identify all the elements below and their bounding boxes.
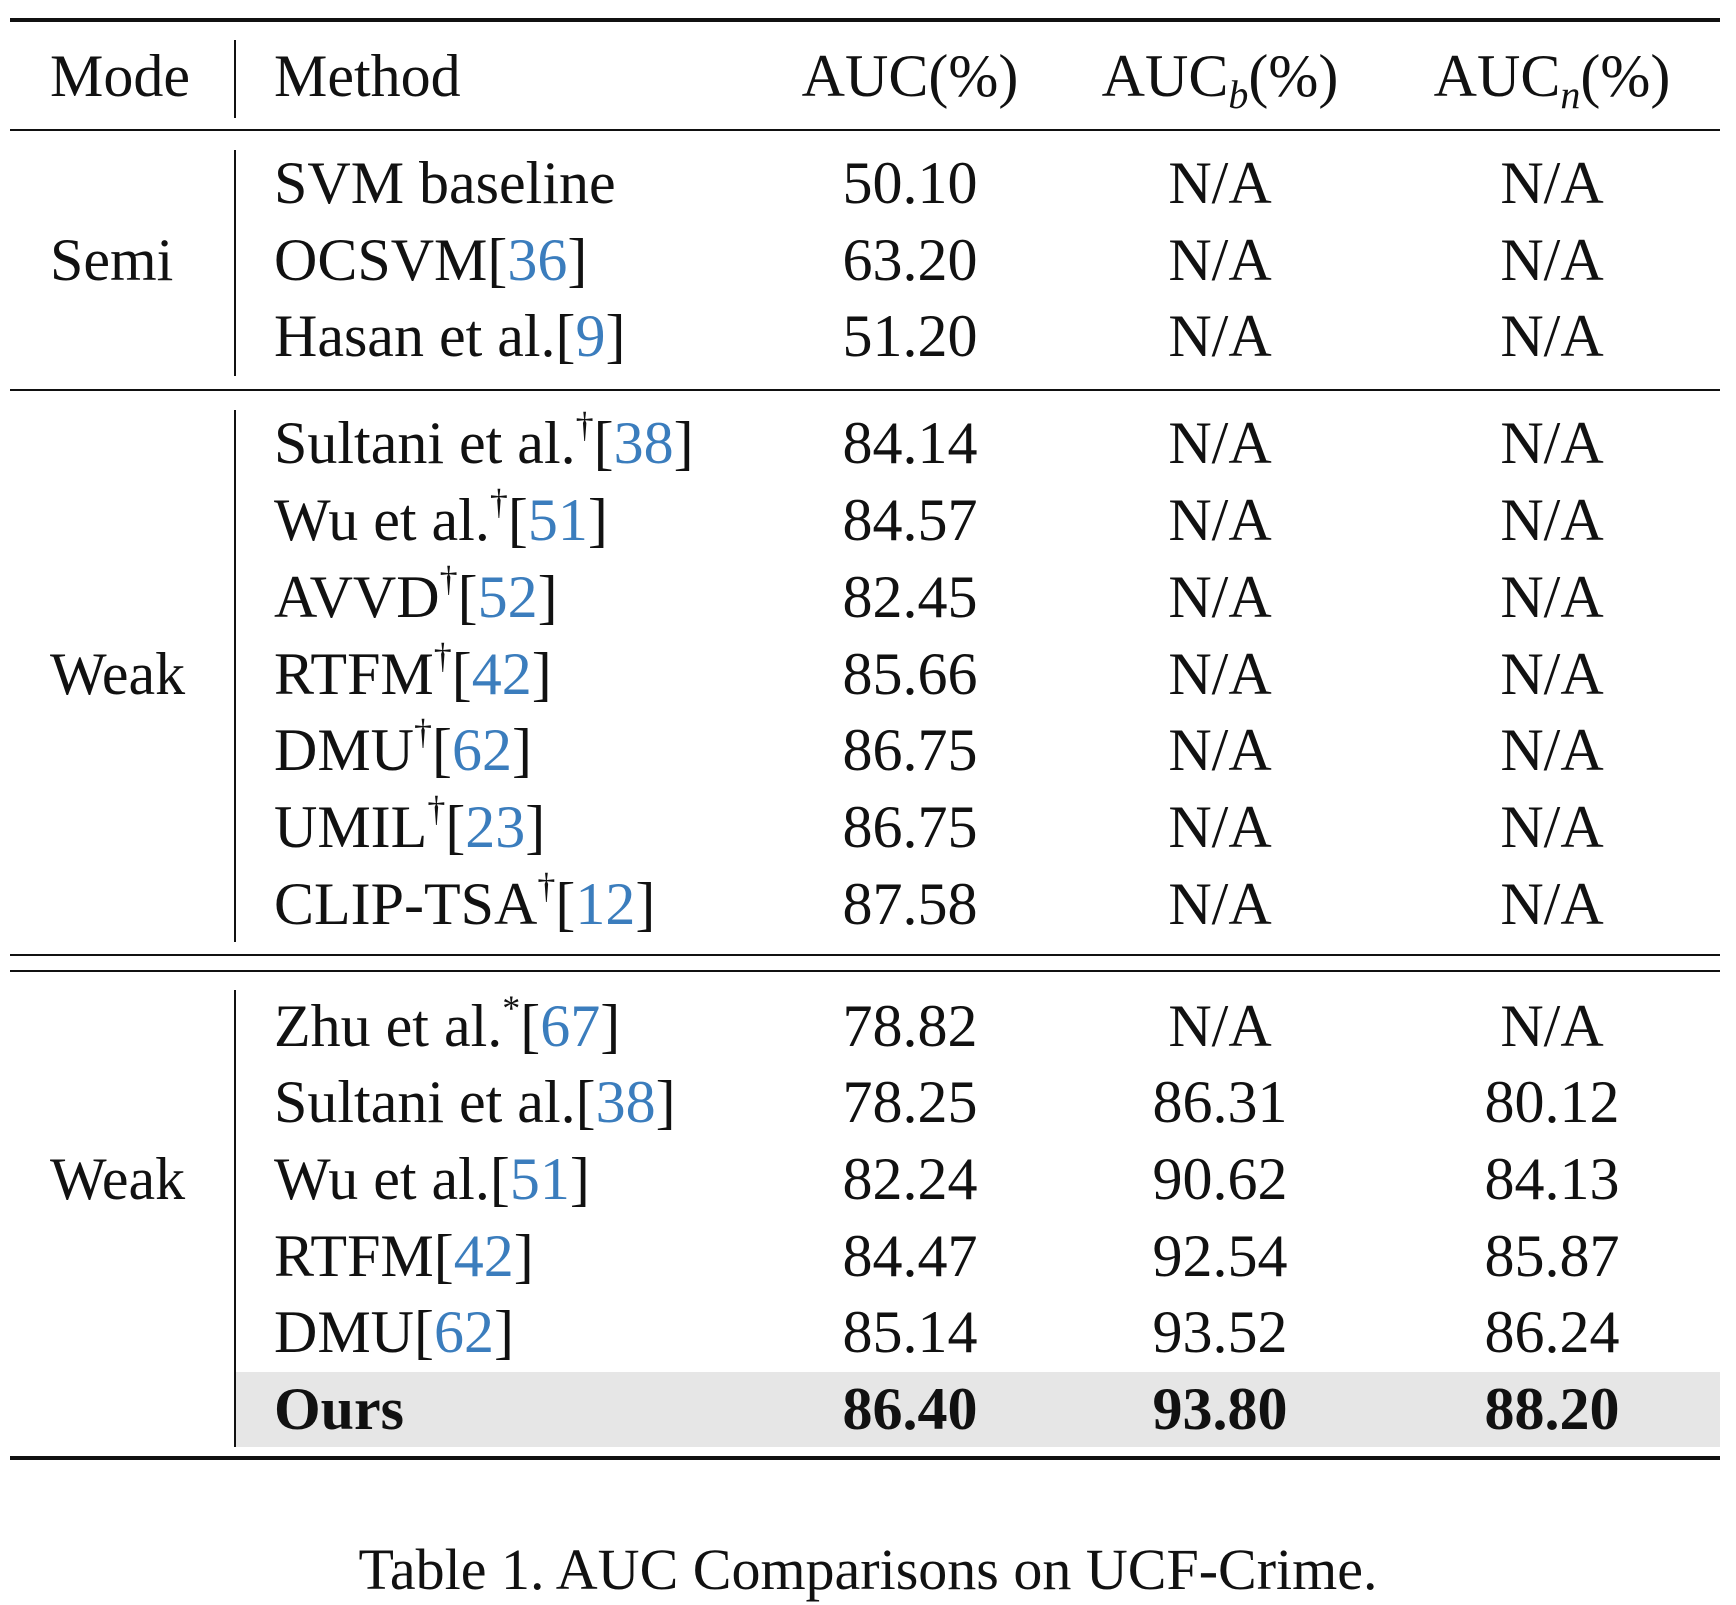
header-auc-b-suffix: (%): [1248, 43, 1339, 109]
auc-b-cell: N/A: [1168, 871, 1272, 937]
citation-link[interactable]: 51: [509, 1146, 570, 1212]
auc-b-cell: N/A: [1168, 227, 1272, 293]
asterisk-mark: *: [502, 988, 521, 1028]
auc-b-cell: N/A: [1168, 564, 1272, 630]
header-rule: [10, 129, 1720, 131]
citation-link[interactable]: 38: [613, 410, 674, 476]
auc-n-cell: N/A: [1500, 227, 1604, 293]
method-cell: OCSVM[36]: [274, 227, 588, 293]
method-cell: UMIL†[23]: [274, 789, 546, 860]
double-rule-bottom: [10, 970, 1720, 972]
citation-link[interactable]: 36: [507, 227, 568, 293]
header-auc-b-subscript: b: [1228, 72, 1249, 117]
method-cell: DMU[62]: [274, 1299, 514, 1365]
method-name: UMIL: [274, 794, 428, 860]
auc-n-cell: N/A: [1500, 487, 1604, 553]
method-cell: Hasan et al.[9]: [274, 303, 626, 369]
auc-n-cell: N/A: [1500, 993, 1604, 1059]
method-name: RTFM: [274, 641, 434, 707]
auc-cell: 82.24: [842, 1146, 978, 1212]
bottom-rule: [10, 1456, 1720, 1460]
auc-cell: 50.10: [842, 150, 978, 216]
method-cell: Sultani et al.[38]: [274, 1069, 676, 1135]
method-cell: RTFM†[42]: [274, 636, 552, 707]
ours-auc: 86.40: [842, 1376, 978, 1442]
citation-link[interactable]: 38: [595, 1069, 656, 1135]
method-cell: AVVD†[52]: [274, 559, 558, 630]
method-cell: Zhu et al.*[67]: [274, 988, 621, 1059]
auc-cell: 87.58: [842, 871, 978, 937]
method-name: RTFM: [274, 1223, 434, 1289]
method-cell: Sultani et al.†[38]: [274, 405, 694, 476]
header-auc: [760, 38, 1060, 114]
auc-n-cell: N/A: [1500, 150, 1604, 216]
table-caption: Table 1. AUC Comparisons on UCF-Crime.: [358, 1537, 1378, 1602]
auc-cell: 78.25: [842, 1069, 978, 1135]
auc-cell: 86.75: [842, 794, 978, 860]
auc-b-cell: N/A: [1168, 717, 1272, 783]
auc-n-cell: N/A: [1500, 410, 1604, 476]
dagger-mark: †: [427, 789, 446, 829]
method-name: Sultani et al.: [274, 410, 576, 476]
citation-link[interactable]: 67: [540, 993, 601, 1059]
group-rule: [10, 389, 1720, 391]
auc-cell: 51.20: [842, 303, 978, 369]
citation-link[interactable]: 9: [575, 303, 606, 369]
method-cell: Wu et al.†[51]: [274, 482, 608, 553]
method-cell: CLIP-TSA†[12]: [274, 866, 656, 937]
auc-n-cell: N/A: [1500, 717, 1604, 783]
citation-link[interactable]: 42: [471, 641, 532, 707]
dagger-mark: †: [414, 712, 433, 752]
header-auc-b: [1070, 38, 1370, 117]
method-name: SVM baseline: [274, 150, 616, 216]
auc-n-cell: 84.13: [1484, 1146, 1620, 1212]
method-cell: DMU†[62]: [274, 712, 532, 783]
auc-cell: 63.20: [842, 227, 978, 293]
double-rule-top: [10, 954, 1720, 956]
dagger-mark: †: [575, 405, 594, 445]
auc-n-cell: N/A: [1500, 871, 1604, 937]
method-name: Zhu et al.: [274, 993, 503, 1059]
auc-n-cell: 86.24: [1484, 1299, 1620, 1365]
auc-b-cell: N/A: [1168, 150, 1272, 216]
auc-n-cell: N/A: [1500, 641, 1604, 707]
citation-link[interactable]: 12: [575, 871, 636, 937]
header-auc-n-suffix: (%): [1580, 43, 1671, 109]
auc-b-cell: N/A: [1168, 794, 1272, 860]
auc-n-cell: 85.87: [1484, 1223, 1620, 1289]
auc-n-cell: N/A: [1500, 794, 1604, 860]
auc-cell: 86.75: [842, 717, 978, 783]
auc-b-cell: 86.31: [1152, 1069, 1288, 1135]
citation-link[interactable]: 51: [527, 487, 588, 553]
method-name: Wu et al.: [274, 487, 490, 553]
auc-cell: 84.57: [842, 487, 978, 553]
header-method: Method: [274, 43, 461, 109]
header-auc-b-prefix: AUC: [1101, 43, 1229, 109]
method-cell: RTFM[42]: [274, 1223, 534, 1289]
auc-cell: 78.82: [842, 993, 978, 1059]
citation-link[interactable]: 52: [477, 564, 538, 630]
ours-auc-b: 93.80: [1152, 1376, 1288, 1442]
method-name: Sultani et al.: [274, 1069, 576, 1135]
auc-b-cell: 90.62: [1152, 1146, 1288, 1212]
mode-label-weak: Weak: [50, 641, 186, 707]
auc-n-cell: N/A: [1500, 303, 1604, 369]
dagger-mark: †: [537, 866, 556, 906]
mode-separator-semi: [234, 150, 236, 376]
header-auc-n: [1402, 38, 1702, 117]
auc-cell: 84.47: [842, 1223, 978, 1289]
header-auc-n-subscript: n: [1560, 72, 1581, 117]
method-name: OCSVM: [274, 227, 488, 293]
dagger-mark: †: [439, 559, 458, 599]
dagger-mark: †: [489, 482, 508, 522]
header-auc-n-prefix: AUC: [1433, 43, 1561, 109]
mode-separator-header: [234, 40, 236, 118]
auc-cell: 85.14: [842, 1299, 978, 1365]
auc-b-cell: N/A: [1168, 410, 1272, 476]
auc-b-cell: 92.54: [1152, 1223, 1288, 1289]
top-rule: [10, 18, 1720, 22]
method-name: DMU: [274, 717, 415, 783]
mode-separator-weak-1: [234, 410, 236, 942]
mode-label-semi: Semi: [50, 227, 174, 293]
auc-n-cell: 80.12: [1484, 1069, 1620, 1135]
ours-auc-n: 88.20: [1484, 1376, 1620, 1442]
ours-method-name: Ours: [274, 1376, 405, 1442]
auc-cell: 82.45: [842, 564, 978, 630]
mode-label-weak: Weak: [50, 1146, 186, 1212]
method-cell: [274, 145, 616, 221]
method-name: Hasan et al.: [274, 303, 556, 369]
method-name: AVVD: [274, 564, 440, 630]
auc-n-cell: N/A: [1500, 564, 1604, 630]
auc-b-cell: N/A: [1168, 641, 1272, 707]
citation-link[interactable]: 42: [453, 1223, 514, 1289]
auc-cell: 85.66: [842, 641, 978, 707]
method-name: CLIP-TSA: [274, 871, 538, 937]
header-auc-prefix: AUC: [801, 43, 929, 109]
citation-link[interactable]: 62: [452, 717, 512, 783]
dagger-mark: †: [433, 636, 452, 676]
header-auc-suffix: (%): [928, 43, 1019, 109]
method-name: Wu et al.: [274, 1146, 490, 1212]
method-name: DMU: [274, 1299, 415, 1365]
auc-b-cell: 93.52: [1152, 1299, 1288, 1365]
auc-b-cell: N/A: [1168, 303, 1272, 369]
auc-b-cell: N/A: [1168, 993, 1272, 1059]
method-cell: Wu et al.[51]: [274, 1146, 590, 1212]
citation-link[interactable]: 23: [465, 794, 526, 860]
header-mode: Mode: [50, 43, 190, 109]
auc-cell: 84.14: [842, 410, 978, 476]
auc-b-cell: N/A: [1168, 487, 1272, 553]
citation-link[interactable]: 62: [434, 1299, 494, 1365]
